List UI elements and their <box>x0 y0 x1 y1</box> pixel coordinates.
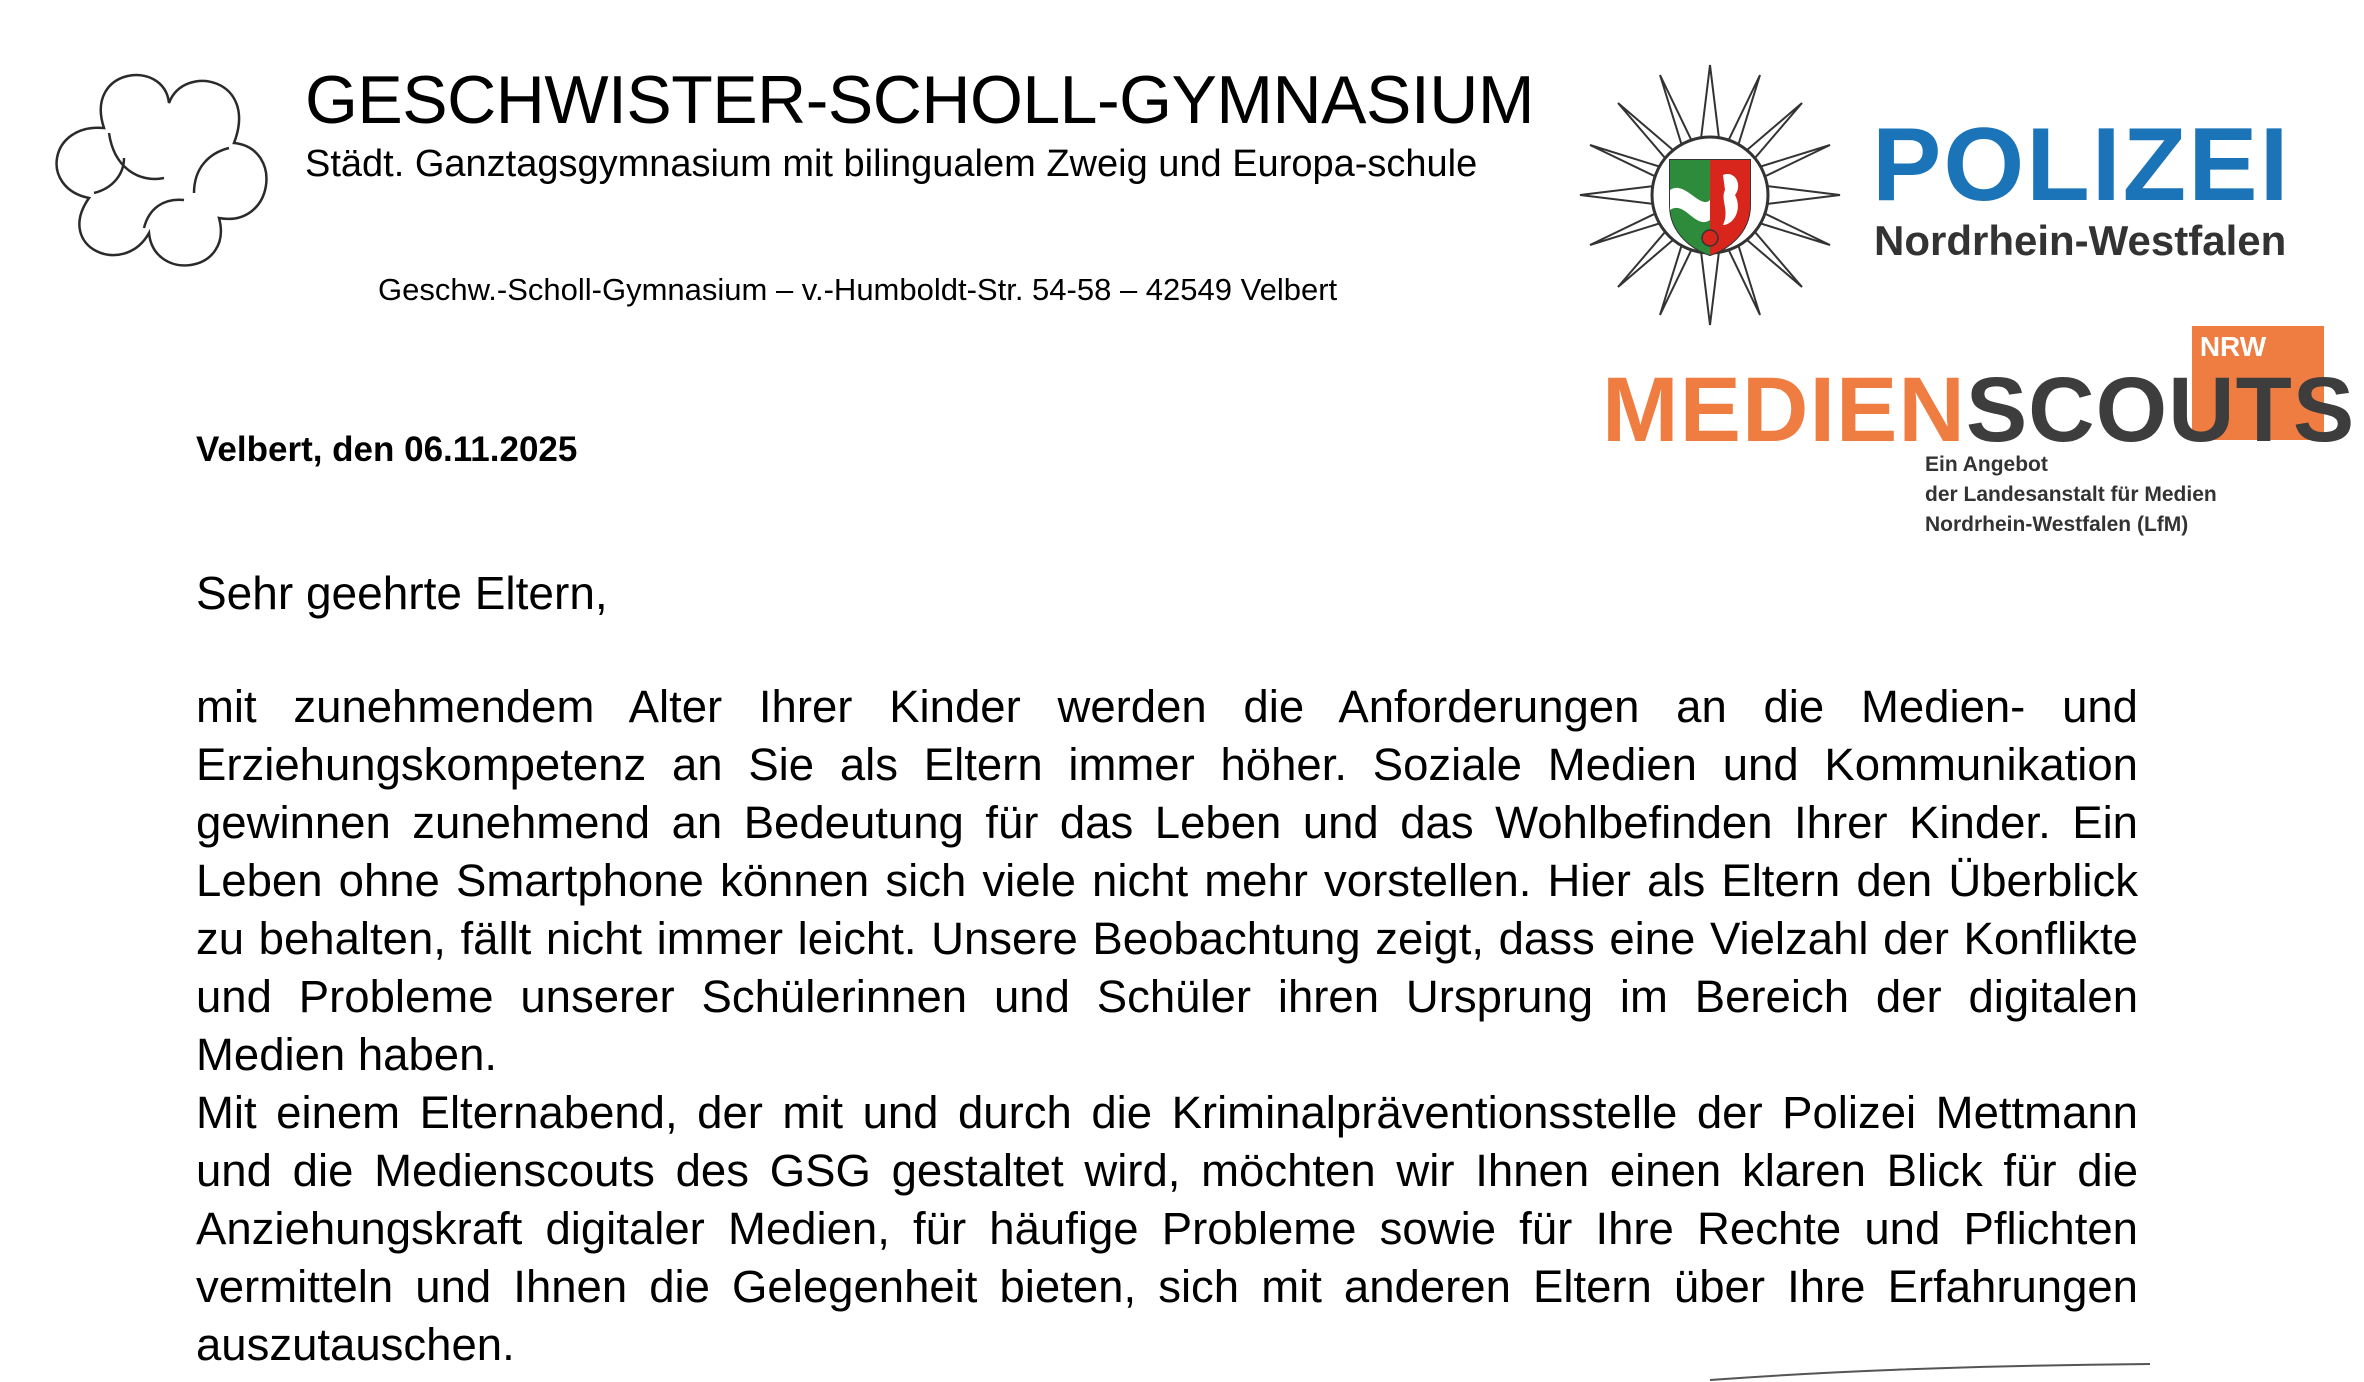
school-name: GESCHWISTER-SCHOLL-GYMNASIUM <box>305 62 1534 138</box>
signature-stroke <box>1700 1362 2160 1382</box>
letter-salutation: Sehr geehrte Eltern, <box>196 567 608 619</box>
school-logo <box>44 58 284 278</box>
medienscouts-word-part1: MEDIEN <box>1602 359 1966 461</box>
medienscouts-wordmark <box>1602 360 2355 460</box>
police-region: Nordrhein-Westfalen <box>1874 217 2287 264</box>
medienscouts-subtitle <box>1925 450 2217 540</box>
letter-date: Velbert, den 06.11.2025 <box>196 430 578 469</box>
letter-paragraph-2: Mit einem Elternabend, der mit und durch die Kriminalpräventionsstelle der Polizei Mettmann und die Medienscouts des GSG gestaltet wird, möchten wir Ihnen einen klaren Blick für die Anziehungskraft digitaler Medien, für häufige Probleme sowie für Ihre Rechte und Pflichten vermitteln und Ihnen die Gelegenheit bieten, sich mit anderen Eltern über Ihre Erfahrungen auszutauschen. <box>196 1087 2138 1370</box>
medienscouts-nrw-badge: NRW <box>2199 331 2267 362</box>
medienscouts-sub-line3: Nordrhein-Westfalen (LfM) <box>1925 513 2189 536</box>
school-subtitle: Städt. Ganztagsgymnasium mit bilingualem Zweig und Europa-schule <box>305 143 1478 185</box>
letter-paragraph-1: mit zunehmendem Alter Ihrer Kinder werden die Anforderungen an die Medien- und Erziehungskompetenz an Sie als Eltern immer höher. Soziale Medien und Kommunikation gewinnen zunehmend an Bedeutung für das Leben und das Wohlbefinden Ihrer Kinder. Ein Leben ohne Smartphone können sich viele nicht mehr vorstellen. Hier als Eltern den Überblick zu behalten, fällt nicht immer leicht. Unsere Beobachtung zeigt, dass eine Vielzahl der Konflikte und Probleme unserer Schülerinnen und Schüler ihren Ursprung im Bereich der digitalen Medien haben. <box>196 681 2138 1080</box>
police-star-badge-icon <box>1575 60 1845 330</box>
medienscouts-word-part2: SCOUTS <box>1965 359 2356 461</box>
police-wordmark: POLIZEI <box>1872 107 2291 223</box>
letter-body <box>196 678 2138 1374</box>
school-address: Geschw.-Scholl-Gymnasium – v.-Humboldt-Str. 54-58 – 42549 Velbert <box>378 272 1338 307</box>
medienscouts-sub-line1: Ein Angebot <box>1925 453 2048 476</box>
medienscouts-sub-line2: der Landesanstalt für Medien <box>1925 483 2217 506</box>
